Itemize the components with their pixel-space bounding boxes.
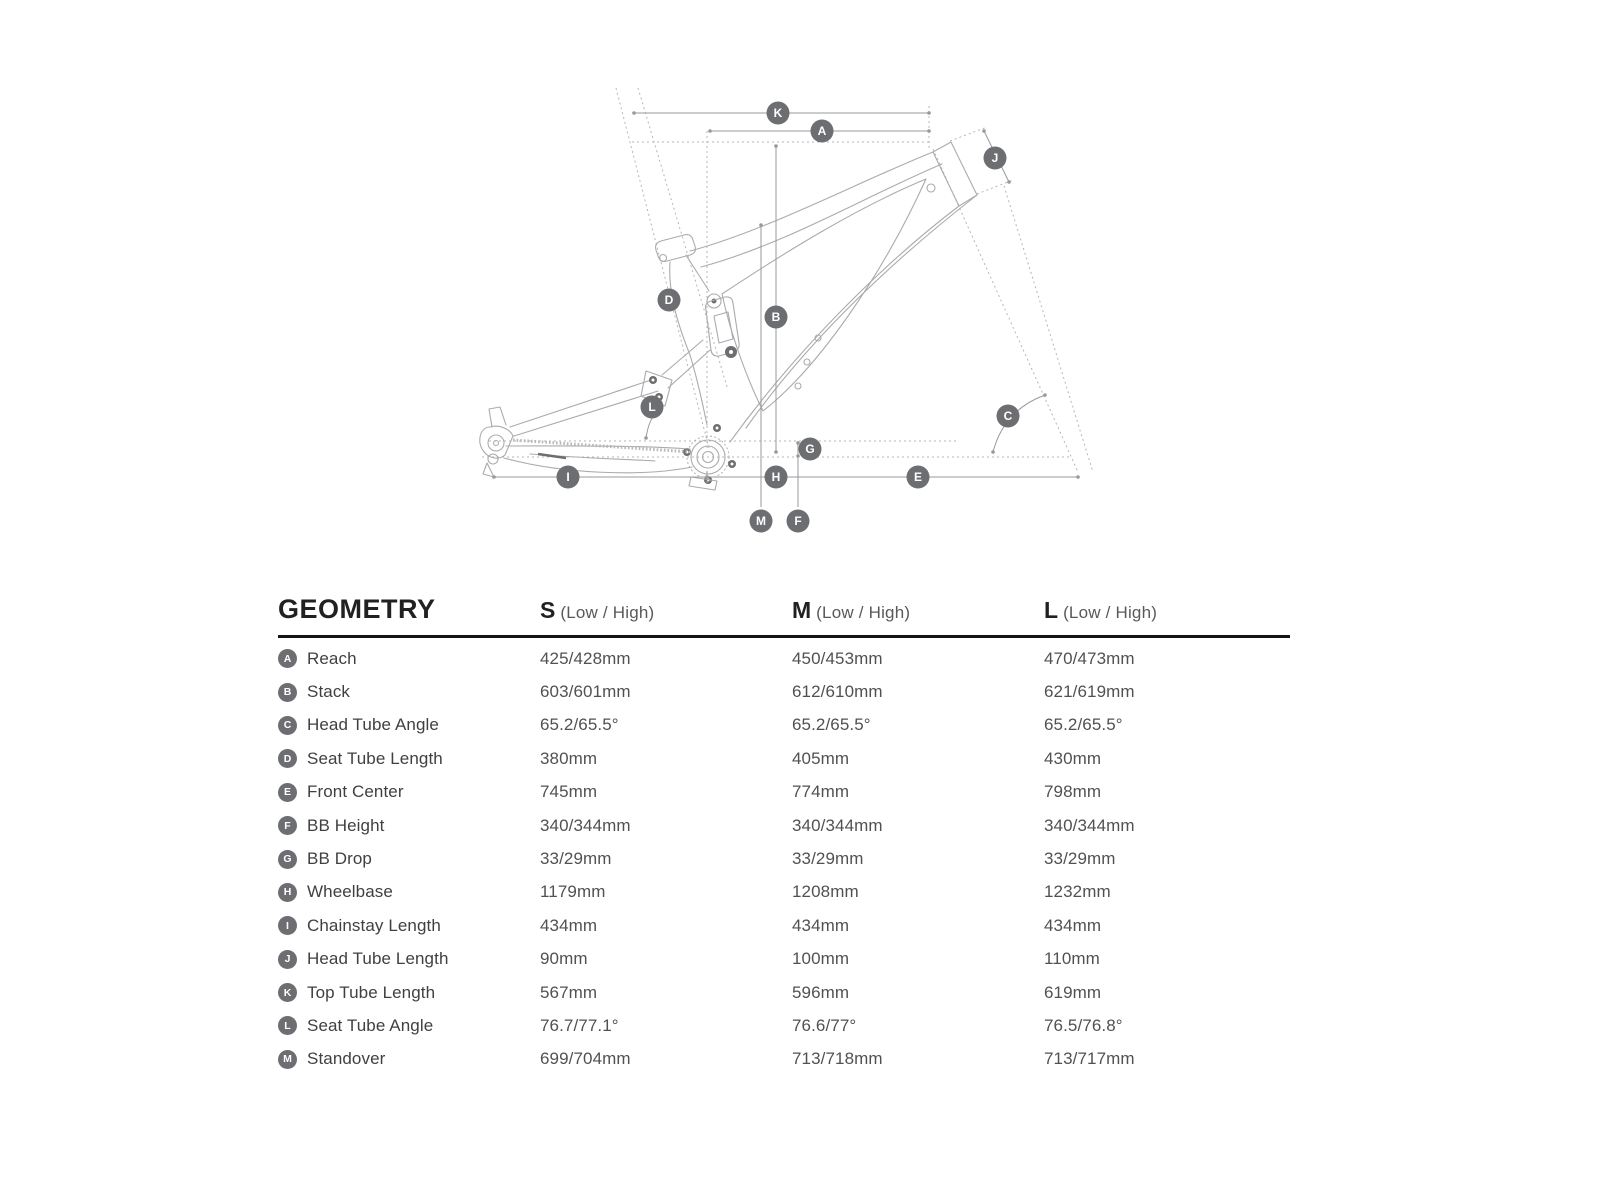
dim-label-G bbox=[799, 438, 822, 461]
row-value-s: 76.7/77.1° bbox=[540, 1015, 619, 1035]
row-label: Head Tube Length bbox=[307, 949, 449, 969]
row-letter-badge: B bbox=[278, 683, 297, 702]
row-label: Chainstay Length bbox=[307, 915, 441, 935]
row-label-cell bbox=[278, 682, 540, 702]
dim-label-F bbox=[787, 510, 810, 533]
row-label-cell bbox=[278, 816, 540, 836]
row-label: Standover bbox=[307, 1049, 386, 1069]
dim-label-E bbox=[907, 466, 930, 489]
dim-label-C bbox=[997, 405, 1020, 428]
row-value-m: 596mm bbox=[792, 982, 850, 1002]
size-range-m: (Low / High) bbox=[816, 603, 911, 622]
svg-text:M: M bbox=[756, 514, 766, 529]
row-value-l: 1232mm bbox=[1044, 882, 1111, 902]
row-letter-badge: G bbox=[278, 850, 297, 869]
row-value-s: 434mm bbox=[540, 915, 598, 935]
row-letter-badge: E bbox=[278, 783, 297, 802]
row-value-m: 340/344mm bbox=[792, 815, 883, 835]
row-value-m: 100mm bbox=[792, 949, 850, 969]
row-value-l: 713/717mm bbox=[1044, 1049, 1135, 1069]
row-letter-badge: J bbox=[278, 950, 297, 969]
column-header-s bbox=[540, 597, 792, 624]
row-value-l: 798mm bbox=[1044, 782, 1102, 802]
row-label: Top Tube Length bbox=[307, 982, 436, 1002]
table-row bbox=[278, 909, 1290, 942]
row-label-cell bbox=[278, 916, 540, 936]
row-label-cell bbox=[278, 749, 540, 769]
svg-text:A: A bbox=[817, 124, 827, 139]
row-label-cell bbox=[278, 1016, 540, 1036]
row-letter-badge: H bbox=[278, 883, 297, 902]
geometry-table bbox=[278, 594, 1290, 1076]
row-value-s: 745mm bbox=[540, 782, 598, 802]
column-header-m bbox=[792, 597, 1044, 624]
table-row bbox=[278, 1009, 1290, 1042]
row-value-l: 340/344mm bbox=[1044, 815, 1135, 835]
row-label: Seat Tube Length bbox=[307, 748, 443, 768]
row-value-m: 434mm bbox=[792, 915, 850, 935]
table-row bbox=[278, 943, 1290, 976]
row-label-cell bbox=[278, 882, 540, 902]
table-row bbox=[278, 1043, 1290, 1076]
column-header-l bbox=[1044, 597, 1290, 624]
row-label: Head Tube Angle bbox=[307, 715, 439, 735]
svg-text:J: J bbox=[991, 151, 999, 166]
dim-label-A bbox=[811, 120, 834, 143]
row-label-cell bbox=[278, 715, 540, 735]
table-row bbox=[278, 976, 1290, 1009]
table-row bbox=[278, 776, 1290, 809]
dimension-markers bbox=[557, 102, 1020, 533]
row-letter-badge: D bbox=[278, 749, 297, 768]
bike-geometry-diagram bbox=[0, 0, 1600, 560]
row-value-m: 76.6/77° bbox=[792, 1015, 857, 1035]
row-label: Seat Tube Angle bbox=[307, 1015, 434, 1035]
row-value-m: 1208mm bbox=[792, 882, 859, 902]
row-value-s: 65.2/65.5° bbox=[540, 715, 619, 735]
size-range-l: (Low / High) bbox=[1063, 603, 1158, 622]
row-value-m: 713/718mm bbox=[792, 1049, 883, 1069]
row-value-s: 380mm bbox=[540, 748, 598, 768]
table-row bbox=[278, 742, 1290, 775]
row-value-l: 65.2/65.5° bbox=[1044, 715, 1123, 735]
row-value-l: 430mm bbox=[1044, 748, 1102, 768]
row-value-l: 110mm bbox=[1044, 949, 1100, 969]
row-label: Reach bbox=[307, 648, 357, 668]
size-range-s: (Low / High) bbox=[560, 603, 655, 622]
row-value-l: 76.5/76.8° bbox=[1044, 1015, 1123, 1035]
table-row bbox=[278, 642, 1290, 675]
svg-text:D: D bbox=[664, 293, 674, 308]
row-letter-badge: M bbox=[278, 1050, 297, 1069]
row-value-m: 450/453mm bbox=[792, 648, 883, 668]
dim-label-J bbox=[984, 147, 1007, 170]
row-label-cell bbox=[278, 782, 540, 802]
dim-label-K bbox=[767, 102, 790, 125]
row-value-s: 340/344mm bbox=[540, 815, 631, 835]
row-value-l: 621/619mm bbox=[1044, 682, 1135, 702]
row-value-l: 619mm bbox=[1044, 982, 1102, 1002]
row-label: Wheelbase bbox=[307, 882, 393, 902]
row-value-m: 33/29mm bbox=[792, 849, 864, 869]
svg-text:F: F bbox=[794, 514, 802, 529]
table-row bbox=[278, 876, 1290, 909]
svg-text:I: I bbox=[566, 470, 570, 485]
row-label-cell bbox=[278, 849, 540, 869]
row-letter-badge: C bbox=[278, 716, 297, 735]
row-label: BB Height bbox=[307, 815, 385, 835]
header-rule bbox=[278, 635, 1290, 638]
row-label: Stack bbox=[307, 682, 351, 702]
svg-text:H: H bbox=[771, 470, 781, 485]
row-value-l: 434mm bbox=[1044, 915, 1102, 935]
size-label-s: S bbox=[540, 597, 556, 623]
dim-label-L bbox=[641, 396, 664, 419]
row-value-l: 470/473mm bbox=[1044, 648, 1135, 668]
dim-label-B bbox=[765, 306, 788, 329]
svg-text:K: K bbox=[773, 106, 783, 121]
table-row bbox=[278, 842, 1290, 875]
dim-label-D bbox=[658, 289, 681, 312]
row-letter-badge: L bbox=[278, 1016, 297, 1035]
row-value-m: 65.2/65.5° bbox=[792, 715, 871, 735]
row-label-cell bbox=[278, 949, 540, 969]
row-letter-badge: A bbox=[278, 649, 297, 668]
svg-text:B: B bbox=[771, 310, 781, 325]
table-title: GEOMETRY bbox=[278, 594, 436, 624]
row-letter-badge: K bbox=[278, 983, 297, 1002]
row-label-cell bbox=[278, 649, 540, 669]
row-value-m: 405mm bbox=[792, 748, 850, 768]
row-value-s: 699/704mm bbox=[540, 1049, 631, 1069]
row-value-l: 33/29mm bbox=[1044, 849, 1116, 869]
svg-text:E: E bbox=[913, 470, 923, 485]
svg-text:G: G bbox=[805, 442, 815, 457]
row-value-s: 567mm bbox=[540, 982, 598, 1002]
geometry-rows bbox=[278, 642, 1290, 1076]
size-label-l: L bbox=[1044, 597, 1059, 623]
row-value-m: 774mm bbox=[792, 782, 850, 802]
row-letter-badge: I bbox=[278, 916, 297, 935]
row-letter-badge: F bbox=[278, 816, 297, 835]
table-row bbox=[278, 675, 1290, 708]
row-value-s: 90mm bbox=[540, 949, 588, 969]
row-label-cell bbox=[278, 983, 540, 1003]
row-value-s: 603/601mm bbox=[540, 682, 631, 702]
bike-frame-drawing bbox=[480, 142, 977, 490]
table-row bbox=[278, 709, 1290, 742]
dim-label-I bbox=[557, 466, 580, 489]
table-row bbox=[278, 809, 1290, 842]
dim-label-H bbox=[765, 466, 788, 489]
svg-text:C: C bbox=[1003, 409, 1013, 424]
row-label: Front Center bbox=[307, 782, 404, 802]
dimension-lines bbox=[492, 111, 1080, 507]
size-label-m: M bbox=[792, 597, 812, 623]
row-value-s: 425/428mm bbox=[540, 648, 631, 668]
svg-text:L: L bbox=[648, 400, 656, 415]
row-value-s: 33/29mm bbox=[540, 849, 612, 869]
row-value-m: 612/610mm bbox=[792, 682, 883, 702]
row-value-s: 1179mm bbox=[540, 882, 606, 902]
geometry-table-header bbox=[278, 594, 1290, 625]
row-label: BB Drop bbox=[307, 849, 372, 869]
dim-label-M bbox=[750, 510, 773, 533]
row-label-cell bbox=[278, 1049, 540, 1069]
